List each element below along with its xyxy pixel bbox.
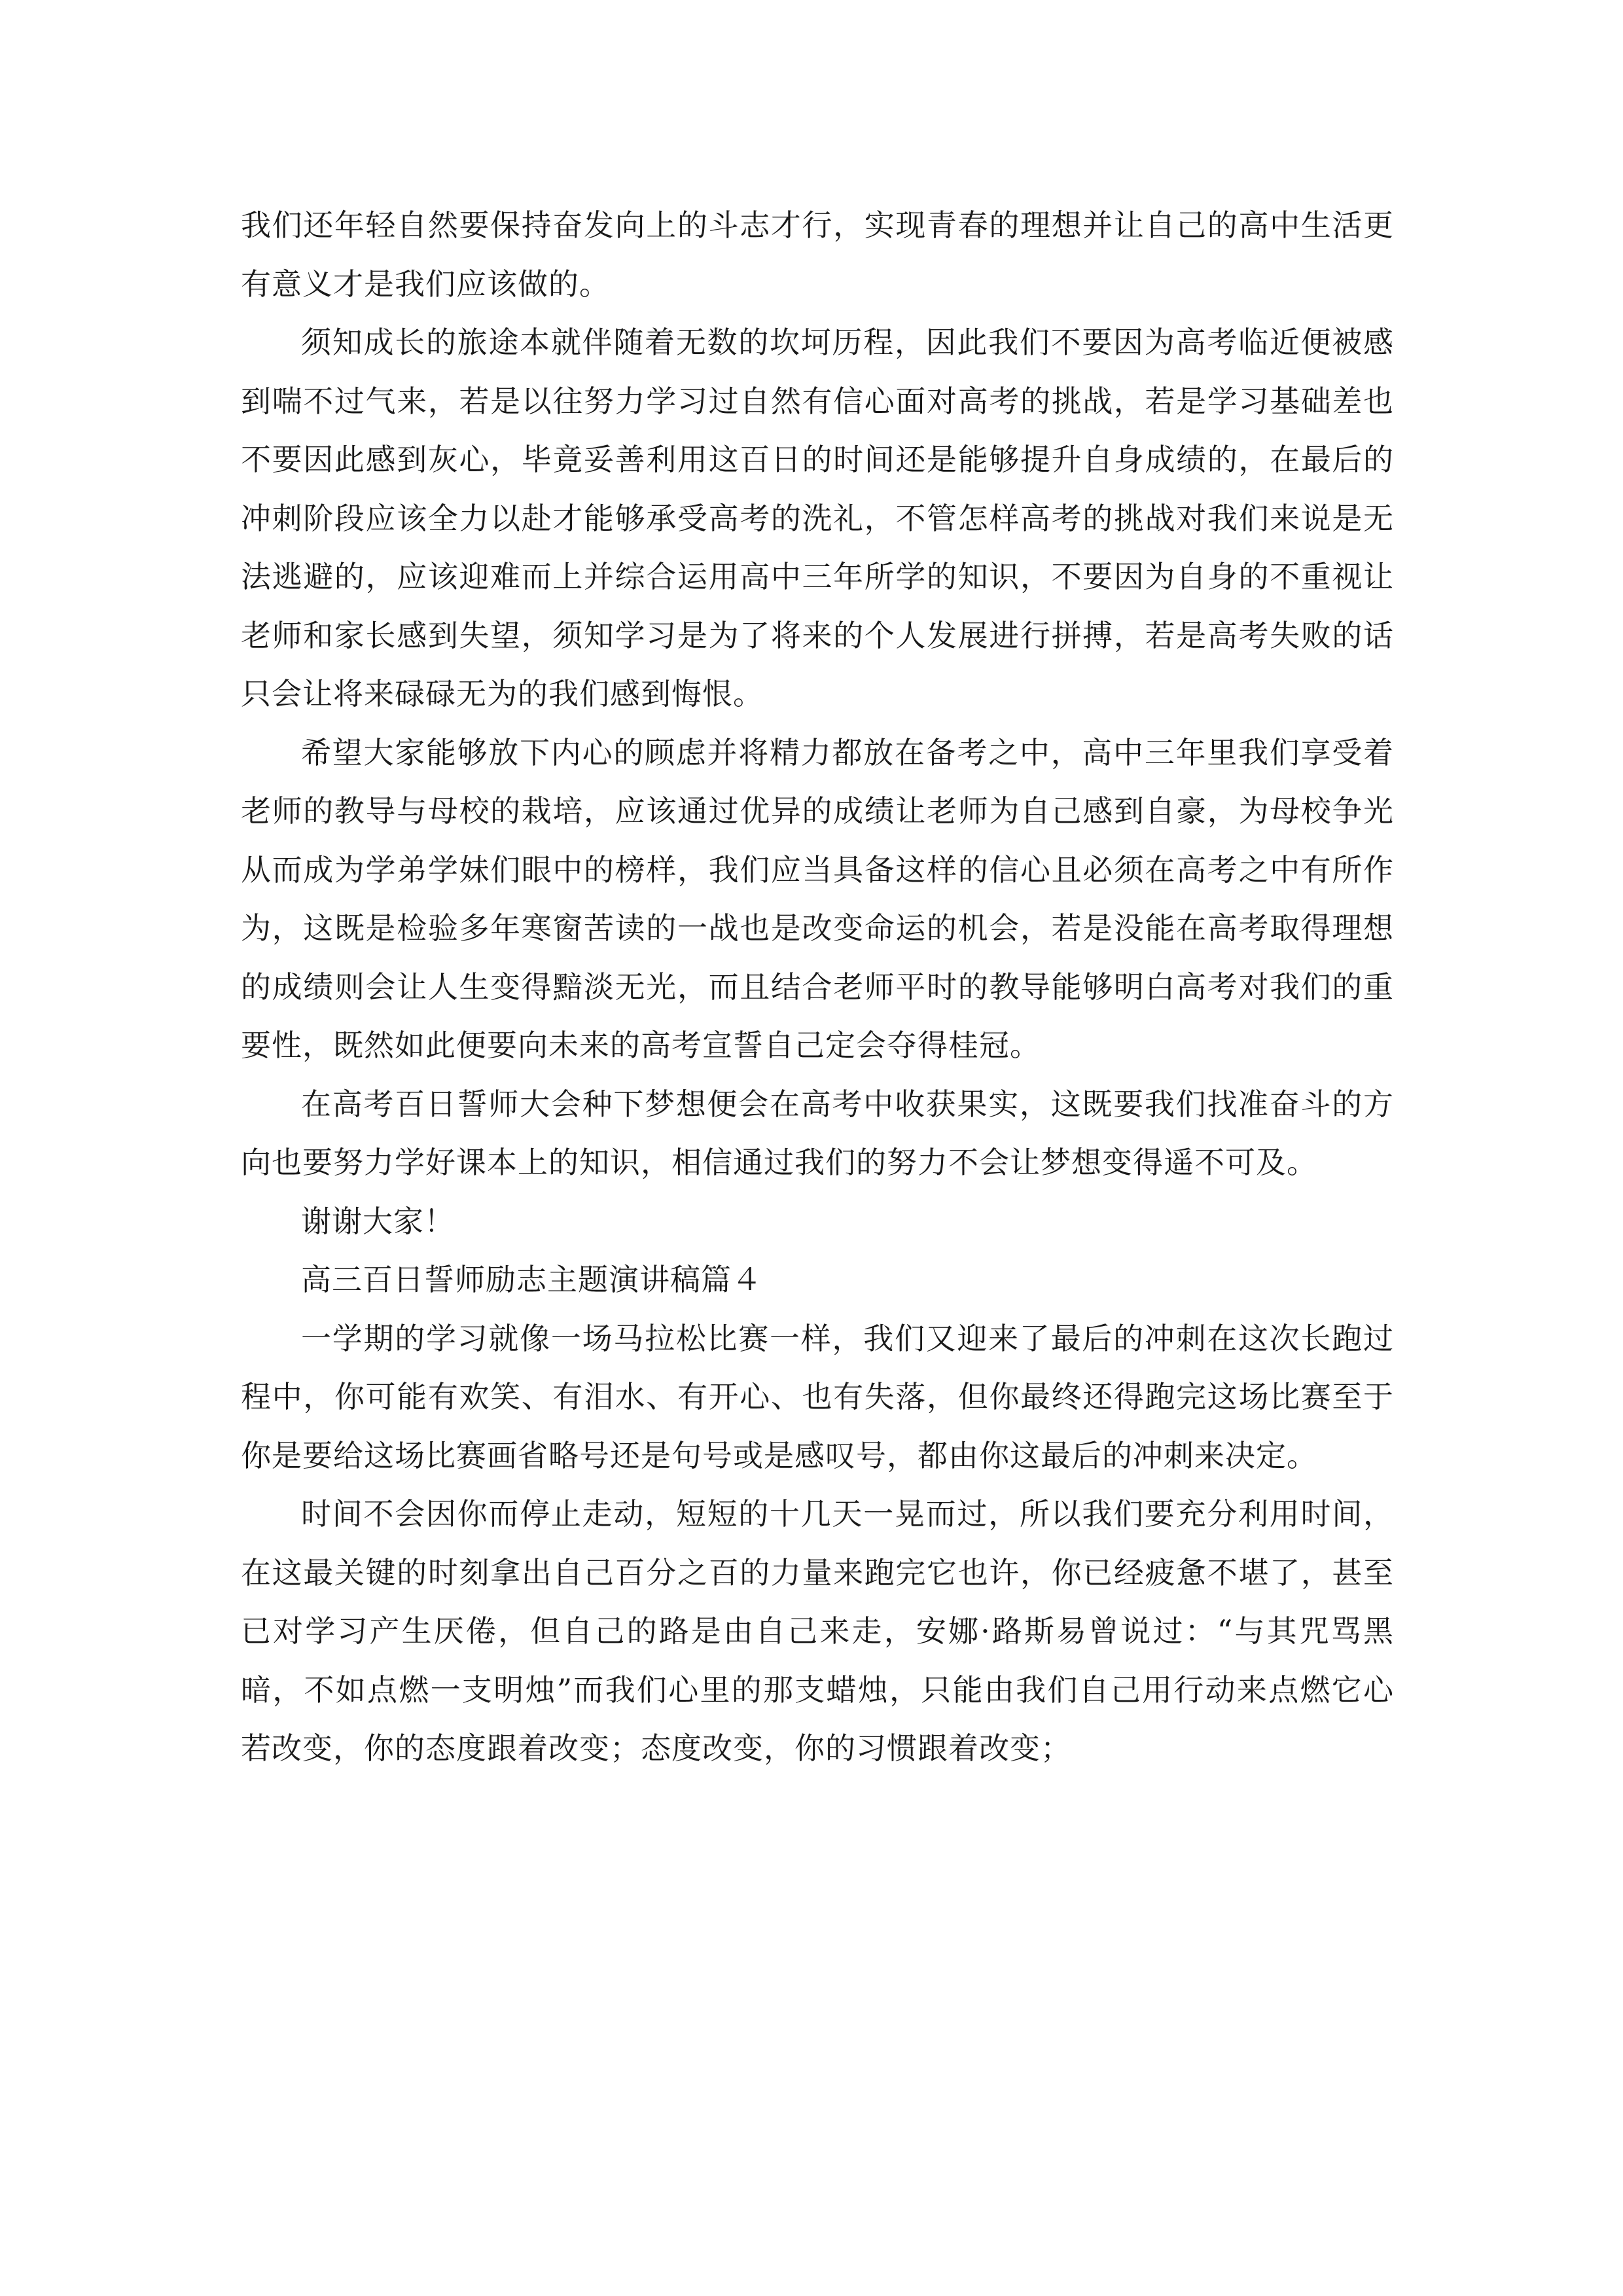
paragraph-time: 时间不会因你而停止走动，短短的十几天一晃而过，所以我们要充分利用时间，在这最关键的时刻拿出自己百分之百的力量来跑完它也许，你已经疲惫不堪了，甚至已对学习产生厌倦，但自己的路是由自己来走，安娜·路斯易曾说过：“与其咒骂黑暗，不如点燃一支明烛”而我们心里的那支蜡烛，只能由我们自己用行动来点燃它心若改变，你的态度跟着改变；态度改变，你的习惯跟着改变； [241, 1496, 1394, 1766]
paragraph-continuation: 我们还年轻自然要保持奋发向上的斗志才行，实现青春的理想并让自己的高中生活更有意义才是我们应该做的。 [241, 207, 1394, 302]
paragraph-dream: 在高考百日誓师大会种下梦想便会在高考中收获果实，这既要我们找准奋斗的方向也要努力学好课本上的知识，相信通过我们的努力不会让梦想变得遥不可及。 [241, 1086, 1394, 1180]
paragraph-growth-journey: 须知成长的旅途本就伴随着无数的坎坷历程，因此我们不要因为高考临近便被感到喘不过气来，若是以往努力学习过自然有信心面对高考的挑战，若是学习基础差也不要因此感到灰心，毕竟妥善利用这百日的时间还是能够提升自身成绩的，在最后的冲刺阶段应该全力以赴才能够承受高考的洗礼，不管怎样高考的挑战对我们来说是无法逃避的，应该迎难而上并综合运用高中三年所学的知识，不要因为自身的不重视让老师和家长感到失望，须知学习是为了将来的个人发展进行拼搏，若是高考失败的话只会让将来碌碌无为的我们感到悔恨。 [241, 325, 1394, 711]
document-body [241, 196, 1394, 1778]
paragraph-thanks: 谢谢大家！ [301, 1203, 455, 1239]
paragraph-marathon: 一学期的学习就像一场马拉松比赛一样，我们又迎来了最后的冲刺在这次长跑过程中，你可能有欢笑、有泪水、有开心、也有失落，但你最终还得跑完这场比赛至于你是要给这场比赛画省略号还是句号或是感叹号，都由你这最后的冲刺来决定。 [241, 1320, 1394, 1473]
section-heading: 高三百日誓师励志主题演讲稿篇４ [301, 1262, 762, 1297]
paragraph-hope: 希望大家能够放下内心的顾虑并将精力都放在备考之中，高中三年里我们享受着老师的教导与母校的栽培，应该通过优异的成绩让老师为自己感到自豪，为母校争光从而成为学弟学妹们眼中的榜样，我们应当具备这样的信心且必须在高考之中有所作为，这既是检验多年寒窗苦读的一战也是改变命运的机会，若是没能在高考取得理想的成绩则会让人生变得黯淡无光，而且结合老师平时的教导能够明白高考对我们的重要性，既然如此便要向未来的高考宣誓自己定会夺得桂冠。 [241, 734, 1394, 1063]
